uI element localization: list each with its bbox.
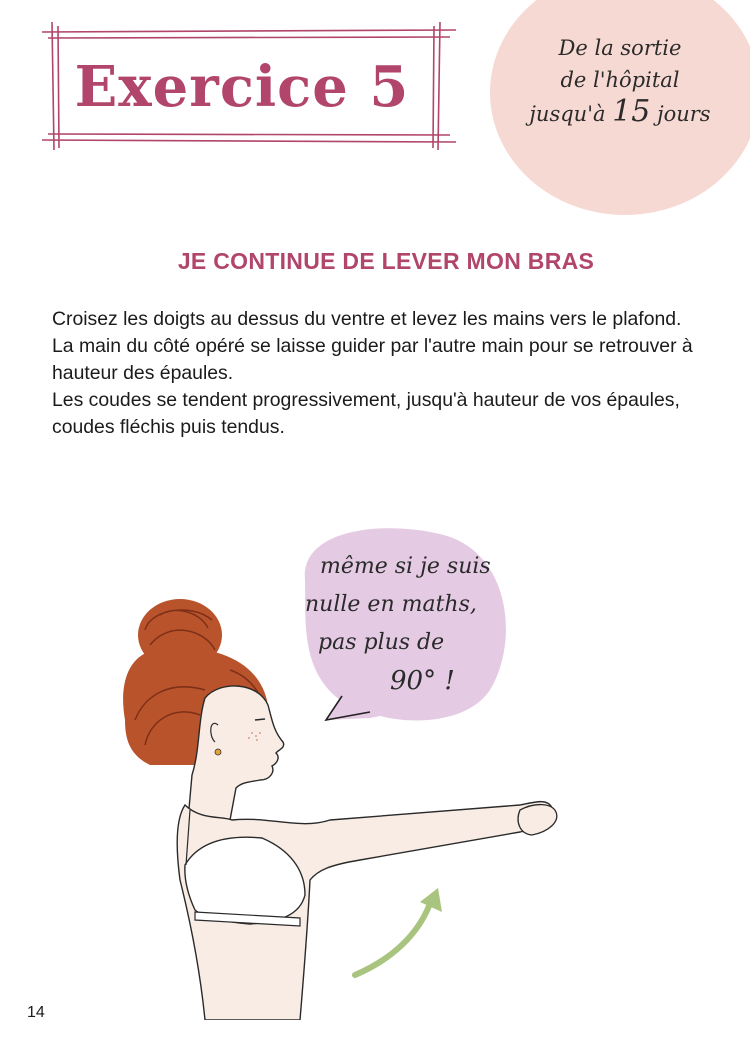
period-badge-text [515, 32, 725, 130]
bubble-line-1: même si je suis [320, 554, 491, 579]
badge-line-1: De la sortie [558, 36, 682, 60]
badge-line-3-post: jours [657, 102, 711, 126]
instruction-paragraph-1: Croisez les doigts au dessus du ventre et levez les mains vers le plafond. [52, 308, 682, 330]
section-heading: JE CONTINUE DE LEVER MON BRAS [177, 248, 595, 274]
head [188, 686, 284, 820]
movement-arrow-icon [355, 888, 442, 975]
page-number: 14 [27, 1004, 45, 1021]
instruction-paragraph-2: La main du côté opéré se laisse guider par l'autre main pour se retrouver à hauteur des épaules. [52, 335, 693, 384]
torso [177, 802, 557, 1020]
bubble-line-2: nulle en maths, [305, 592, 477, 617]
badge-line-3-pre: jusqu'à [529, 102, 606, 126]
instruction-paragraph-3: Les coudes se tendent progressivement, jusqu'à hauteur de vos épaules, coudes fléchis puis tendus. [52, 389, 680, 438]
instructions [52, 306, 702, 441]
badge-line-3 [515, 96, 725, 130]
bubble-line-4: 90° ! [390, 666, 455, 696]
bubble-line-3: pas plus de [318, 630, 445, 655]
page-title: Exercice 5 [74, 54, 410, 120]
speech-bubble-text [300, 548, 510, 700]
earring [215, 749, 221, 755]
hands [518, 805, 557, 835]
badge-line-2: de l'hôpital [560, 68, 680, 92]
badge-line-3-num: 15 [612, 94, 651, 129]
title-frame [42, 22, 458, 152]
